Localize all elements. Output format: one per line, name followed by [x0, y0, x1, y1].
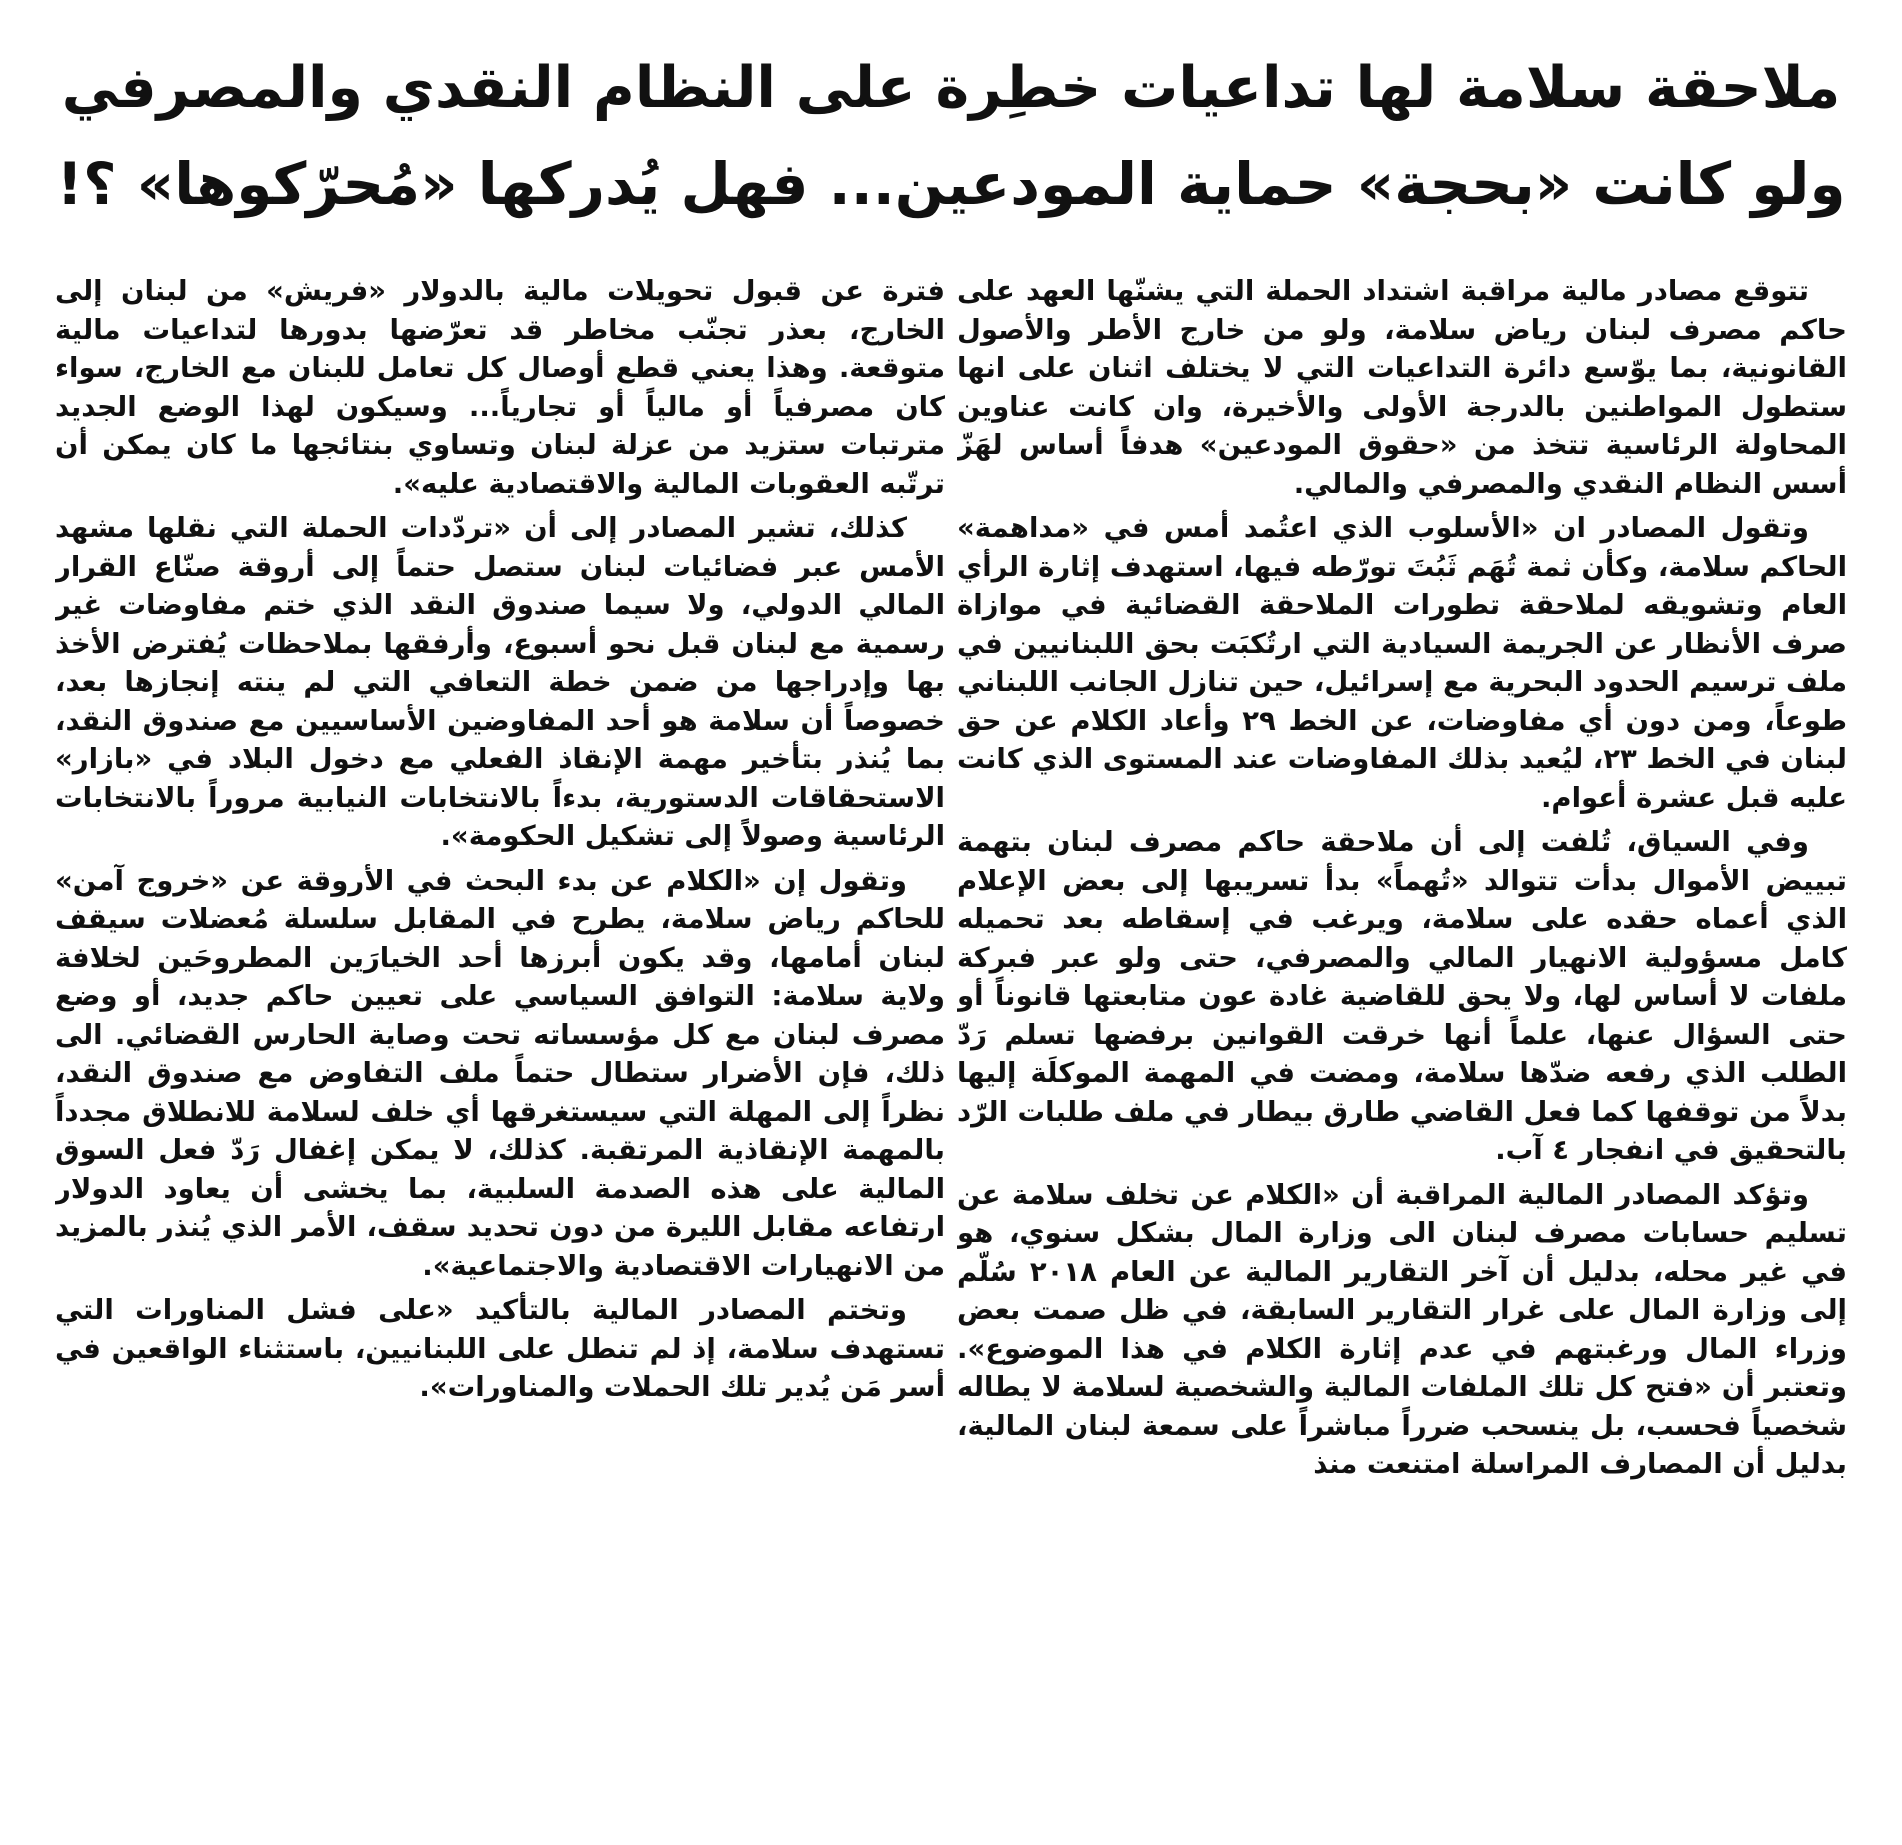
article-paragraph: وتختم المصادر المالية بالتأكيد «على فشل المناورات التي تستهدف سلامة، إذ لم تنطل على اللبنانيين، باستثناء الواقعين في أسر مَن يُدير تلك الحملات والمناورات». — [55, 1294, 945, 1403]
article-paragraph: كذلك، تشير المصادر إلى أن «تردّدات الحملة التي نقلها مشهد الأمس عبر فضائيات لبنان ستصل حتماً إلى أروقة صنّاع القرار المالي الدولي، ولا سيما صندوق النقد الذي ختم مفاوضات غير رسمية مع لبنان قبل نحو أسبوع، وأرفقها بملاحظات يُفترض الأخذ بها وإدراجها من ضمن خطة التعافي التي لم ينته إنجازها بعد، خصوصاً أن سلامة هو أحد المفاوضين الأساسيين مع صندوق النقد، بما يُنذر بتأخير مهمة الإنقاذ الفعلي مع دخول البلاد في «بازار» الاستحقاقات الدستورية، بدءاً بالانتخابات النيابية مروراً بالانتخابات الرئاسية وصولاً إلى تشكيل الحكومة». — [55, 512, 945, 852]
article-paragraph: وتقول المصادر ان «الأسلوب الذي اعتُمد أمس في «مداهمة» الحاكم سلامة، وكأن ثمة تُهَم ثَبُتَ تورّطه فيها، استهدف إثارة الرأي العام وتشويقه لملاحقة تطورات الملاحقة القضائية في موازاة صرف الأنظار عن الجريمة السيادية التي ارتُكبَت بحق اللبنانيين في ملف ترسيم الحدود البحرية مع إسرائيل، حين تنازل الجانب اللبناني طوعاً، ومن دون أي مفاوضات، عن الخط ٢٩ وأعاد الكلام عن حق لبنان في الخط ٢٣، ليُعيد بذلك المفاوضات عند المستوى الذي كانت عليه قبل عشرة أعوام. — [957, 512, 1847, 814]
article-paragraph: فترة عن قبول تحويلات مالية بالدولار «فريش» من لبنان إلى الخارج، بعذر تجنّب مخاطر قد تعرّضها بدورها لتداعيات مالية متوقعة. وهذا يعني قطع أوصال كل تعامل للبنان مع الخارج، سواء كان مصرفياً أو مالياً أو تجارياً... وسيكون لهذا الوضع الجديد مترتبات ستزيد من عزلة لبنان وتساوي بنتائجها ما كان يمكن أن ترتّبه العقوبات المالية والاقتصادية عليه». — [55, 275, 945, 500]
headline-line-1: ملاحقة سلامة لها تداعيات خطِرة على النظام النقدي والمصرفي — [61, 55, 1841, 121]
article-column-right — [957, 272, 1847, 1832]
headline-line-2: ولو كانت «بحجة» حماية المودعين... فهل يُدركها «مُحرّكوها» ؟! — [56, 150, 1846, 218]
headline — [55, 40, 1847, 232]
article-paragraph: تتوقع مصادر مالية مراقبة اشتداد الحملة التي يشنّها العهد على حاكم مصرف لبنان رياض سلامة، ولو من خارج الأطر والأصول القانونية، بما يوّسع دائرة التداعيات التي لا يختلف اثنان على انها ستطول المواطنين بالدرجة الأولى والأخيرة، وان كانت عناوين المحاولة الرئاسية تتخذ من «حقوق المودعين» هدفاً أساس لهَزّ أسس النظام النقدي والمصرفي والمالي. — [957, 275, 1847, 500]
article-column-left — [55, 272, 945, 1832]
article-body — [55, 272, 1847, 1832]
article-paragraph: وتقول إن «الكلام عن بدء البحث في الأروقة عن «خروج آمن» للحاكم رياض سلامة، يطرح في المقابل سلسلة مُعضلات سيقف لبنان أمامها، وقد يكون أبرزها أحد الخيارَين المطروحَين لخلافة ولاية سلامة: التوافق السياسي على تعيين حاكم جديد، أو وضع مصرف لبنان مع كل مؤسساته تحت وصاية الحارس القضائي. الى ذلك، فإن الأضرار ستطال حتماً ملف التفاوض مع صندوق النقد، نظراً إلى المهلة التي سيستغرقها أي خلف لسلامة للانطلاق مجدداً بالمهمة الإنقاذية المرتقبة. كذلك، لا يمكن إغفال رَدّ فعل السوق المالية على هذه الصدمة السلبية، بما يخشى أن يعاود الدولار ارتفاعه مقابل الليرة من دون تحديد سقف، الأمر الذي يُنذر بالمزيد من الانهيارات الاقتصادية والاجتماعية». — [55, 864, 945, 1282]
article-paragraph: وفي السياق، تُلفت إلى أن ملاحقة حاكم مصرف لبنان بتهمة تبييض الأموال بدأت تتوالد «تُهماً» بدأ تسريبها إلى بعض الإعلام الذي أعماه حقده على سلامة، ويرغب في إسقاطه بعد تحميله كامل مسؤولية الانهيار المالي والمصرفي، حتى ولو عبر فبركة ملفات لا أساس لها، ولا يحق للقاضية غادة عون متابعتها قانوناً أو حتى السؤال عنها، علماً أنها خرقت القوانين برفضها تسلم رَدّ الطلب الذي رفعه ضدّها سلامة، ومضت في المهمة الموكلَة إليها بدلاً من توقفها كما فعل القاضي طارق بيطار في ملف طلبات الرّد بالتحقيق في انفجار ٤ آب. — [957, 826, 1847, 1166]
article-paragraph: وتؤكد المصادر المالية المراقبة أن «الكلام عن تخلف سلامة عن تسليم حسابات مصرف لبنان الى وزارة المال بشكل سنوي، هو في غير محله، بدليل أن آخر التقارير المالية عن العام ٢٠١٨ سُلّم إلى وزارة المال على غرار التقارير السابقة، في ظل صمت بعض وزراء المال ورغبتهم في عدم إثارة الكلام في هذا الموضوع». وتعتبر أن «فتح كل تلك الملفات المالية والشخصية لسلامة لا يطاله شخصياً فحسب، بل ينسحب ضرراً مباشراً على سمعة لبنان المالية، بدليل أن المصارف المراسلة امتنعت منذ — [957, 1178, 1847, 1480]
